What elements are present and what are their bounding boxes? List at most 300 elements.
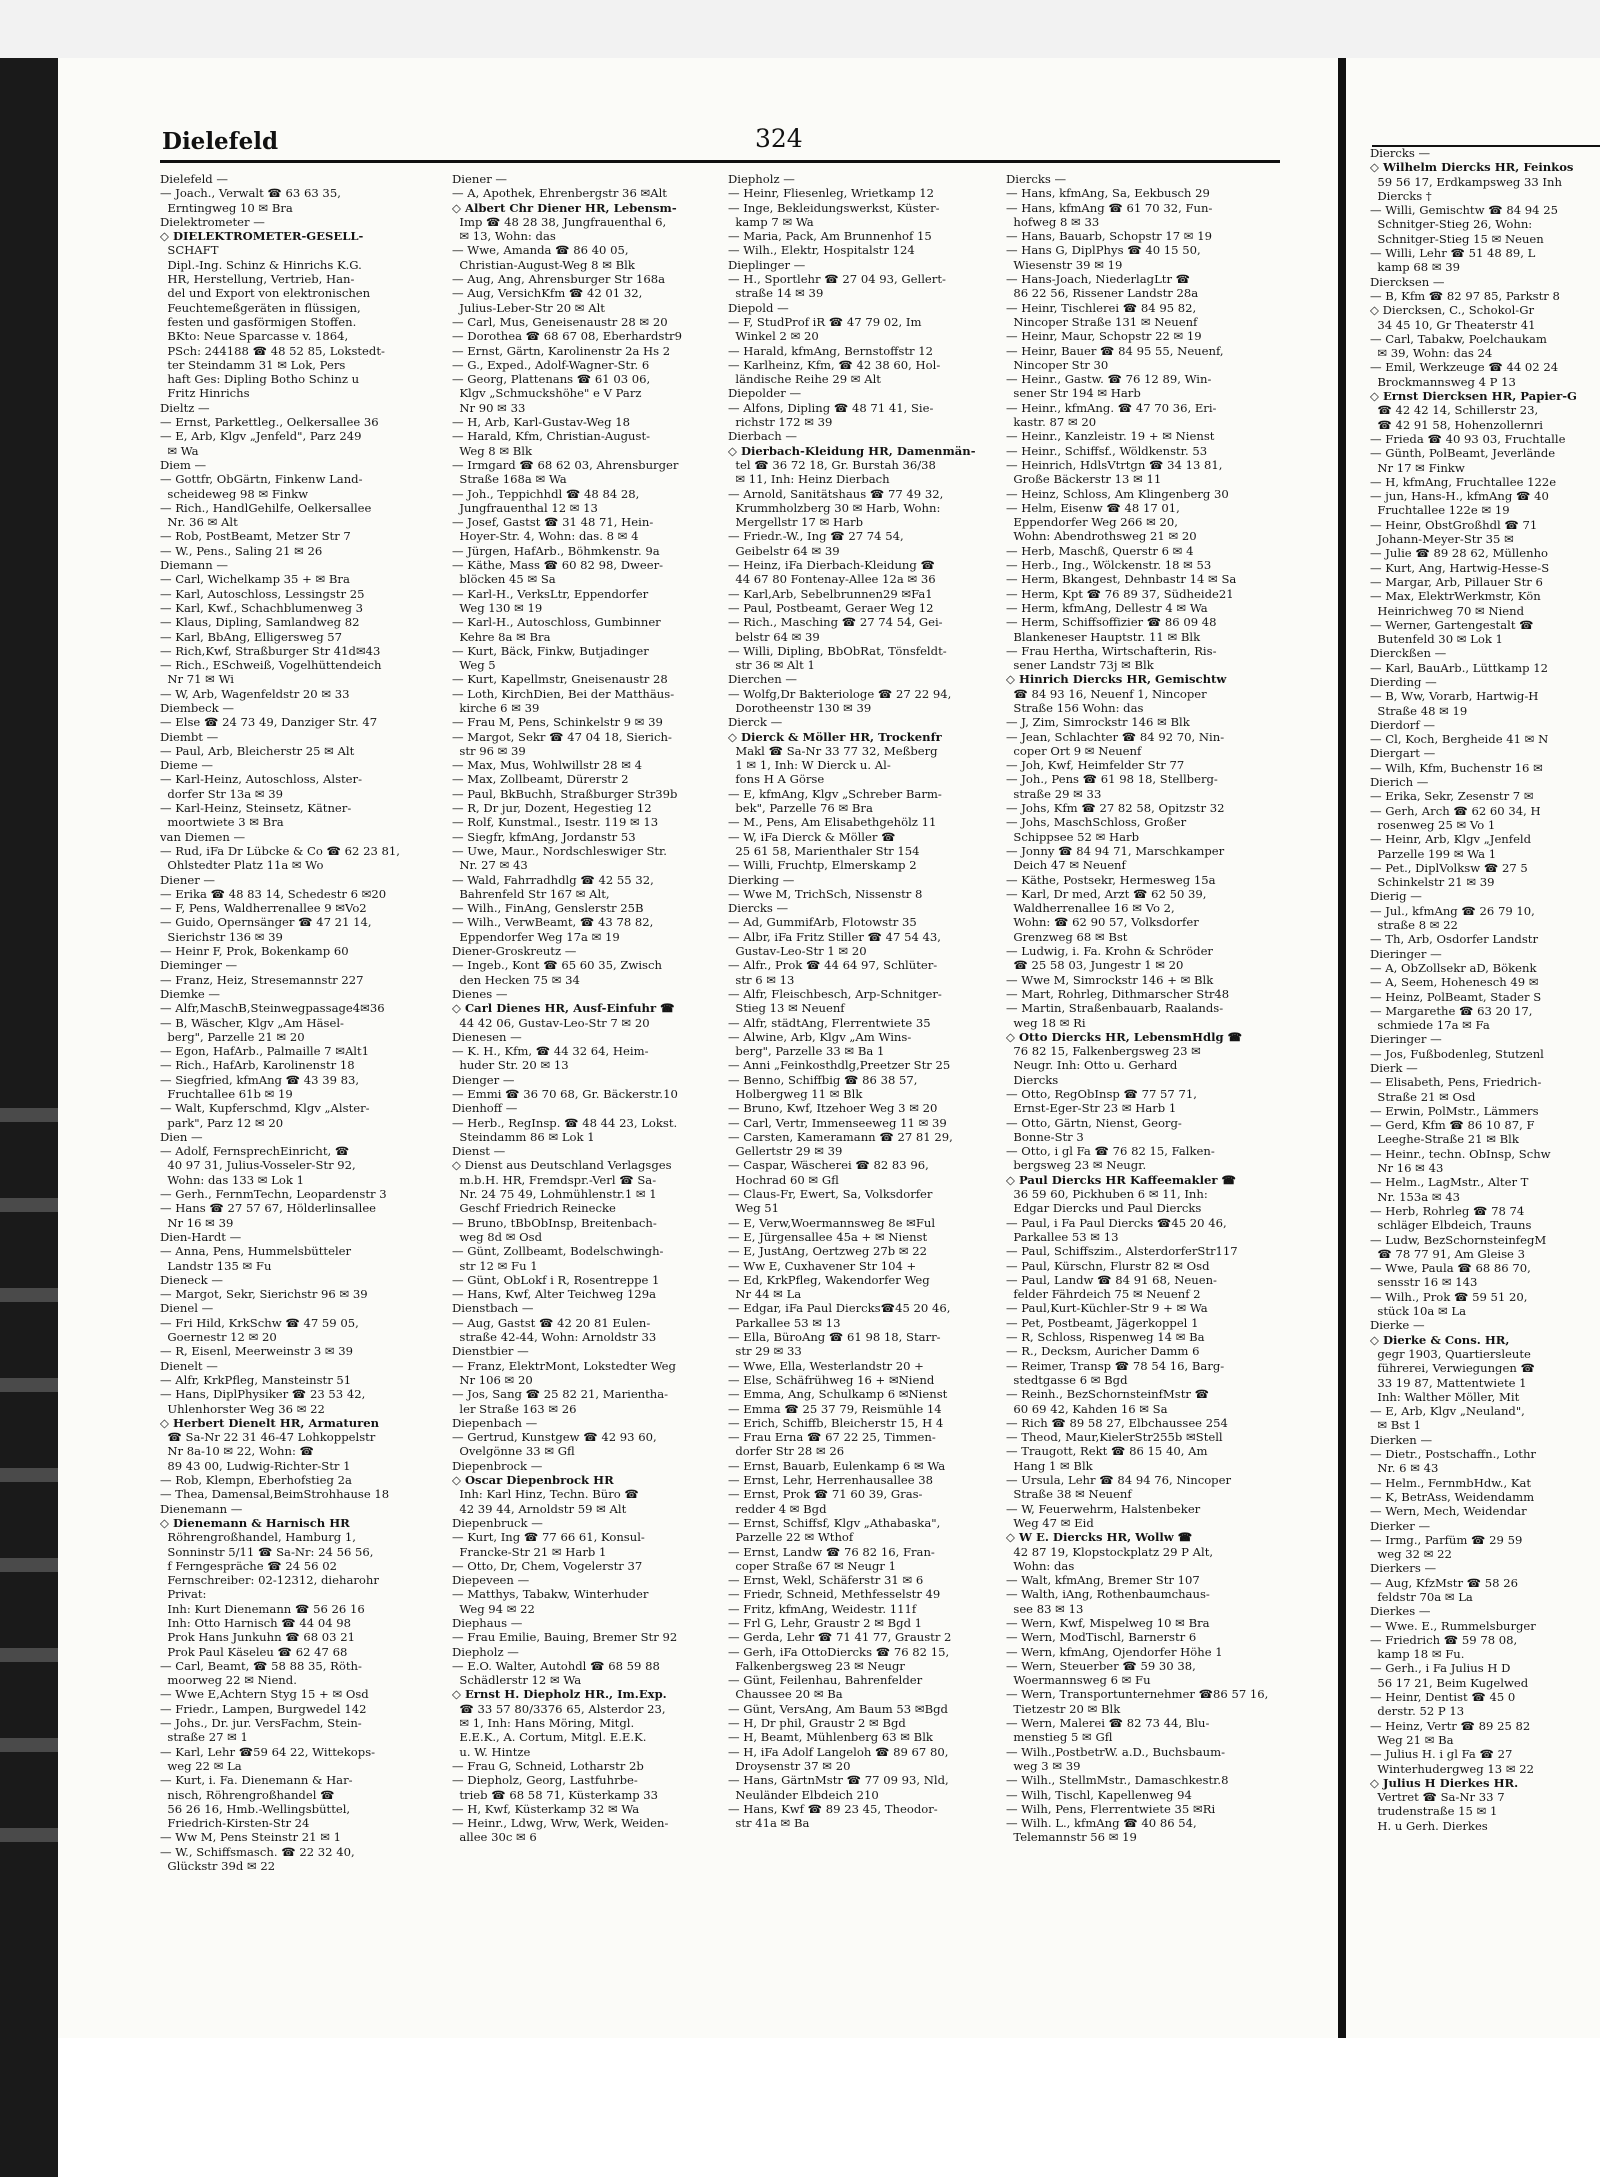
directory-entry-line: — Friedr.-W., Ing ☎ 27 74 54, [728,529,904,544]
directory-entry-line: — Benno, Schiffbig ☎ 86 38 57, [728,1072,918,1087]
scan-artifact [0,1378,58,1392]
directory-entry-line: — Frieda ☎ 40 93 03, Fruchtalle [1370,431,1566,446]
directory-entry-line: Woermannsweg 6 ✉ Fu [1006,1673,1151,1688]
directory-entry-line: — Wilh. L., kfmAng ☎ 40 86 54, [1006,1816,1197,1831]
directory-entry-line: — Paul, Landw ☎ 84 91 68, Neuen- [1006,1272,1217,1287]
directory-entry-line: Telemannstr 56 ✉ 19 [1006,1830,1137,1845]
directory-entry-line: ☎ Sa-Nr 22 31 46-47 Lohkoppelstr [160,1430,376,1445]
directory-entry-line: Diemann — [160,558,228,573]
directory-entry-line: Wohn: das [1006,1558,1075,1573]
directory-entry-line: — Jos, Sang ☎ 25 82 21, Marientha- [452,1387,669,1402]
directory-entry-line: Dieltz — [160,400,210,415]
directory-entry-line: sener Landstr 73j ✉ Blk [1006,658,1154,673]
directory-entry-line: — Wilh.,PostbetrW. a.D., Buchsbaum- [1006,1744,1226,1759]
directory-entry-line: — Franz, ElektrMont, Lokstedter Weg [452,1358,676,1373]
directory-entry-line: ☎ 84 93 16, Neuenf 1, Nincoper [1006,686,1207,701]
directory-entry-line: — Wern, Kwf, Mispelweg 10 ✉ Bra [1006,1615,1210,1630]
directory-entry-line: str 12 ✉ Fu 1 [452,1258,538,1273]
directory-entry-line: — Karlheinz, Kfm, ☎ 42 38 60, Hol- [728,357,941,372]
directory-entry-line: — Hans, Kwf ☎ 89 23 45, Theodor- [728,1801,938,1816]
directory-entry-line: — Gottfr, ObGärtn, Finkenw Land- [160,472,363,487]
directory-entry-line: — Gerd, Kfm ☎ 86 10 87, F [1370,1118,1535,1133]
directory-entry-line: trudenstraße 15 ✉ 1 [1370,1804,1498,1819]
directory-entry-line: Christian-August-Weg 8 ✉ Blk [452,257,635,272]
directory-entry-line: — Wern, Transportunternehmer ☎86 57 16, [1006,1687,1269,1702]
directory-entry-line: ◇ DIELEKTROMETER-GESELL- [160,229,364,244]
directory-entry-line: — Ww M, Pens Steinstr 21 ✉ 1 [160,1830,341,1845]
directory-entry-line: ☎ 42 42 14, Schillerstr 23, [1370,403,1539,418]
directory-entry-line: — Wilh., FinAng, Genslerstr 25B [452,901,644,916]
directory-entry-line: — Thea, Damensal,BeimStrohhause 18 [160,1487,390,1502]
directory-entry-line: berg", Parzelle 33 ✉ Ba 1 [728,1044,885,1059]
directory-entry-line: — Emma, Ang, Schulkamp 6 ✉Nienst [728,1387,948,1402]
directory-entry-line: ◇ Otto Diercks HR, LebensmHdlg ☎ [1006,1029,1243,1044]
directory-entry-line: str 6 ✉ 13 [728,972,795,987]
directory-entry-line: Feuchtemeßgeräten in flüssigen, [160,300,361,315]
directory-entry-line: Fruchtallee 122e ✉ 19 [1370,503,1510,518]
directory-entry-line: — Wolfg,Dr Bakteriologe ☎ 27 22 94, [728,686,952,701]
directory-entry-line: 36 59 60, Pickhuben 6 ✉ 11, Inh: [1006,1187,1208,1202]
directory-entry-line: — Frau Emilie, Bauing, Bremer Str 92 [452,1630,678,1645]
directory-entry-line: — Johs, Kfm ☎ 27 82 58, Opitzstr 32 [1006,801,1225,816]
directory-entry-line: gegr 1903, Quartiersleute [1370,1346,1531,1361]
directory-entry-line: Schädlerstr 12 ✉ Wa [452,1673,582,1688]
directory-entry-line: — Carl, Vertr, Immenseeweg 11 ✉ 39 [728,1115,947,1130]
directory-entry-line: — Guido, Opernsänger ☎ 47 21 14, [160,915,372,930]
directory-entry-line: — Erika, Sekr, Zesenstr 7 ✉ [1370,789,1534,804]
directory-entry-line: — Julius H. i gl Fa ☎ 27 [1370,1747,1513,1762]
directory-entry-line: — Karl, Dr med, Arzt ☎ 62 50 39, [1006,886,1207,901]
directory-entry-line: menstieg 5 ✉ Gfl [1006,1730,1113,1745]
directory-entry-line: Dierck — [728,715,783,730]
directory-entry-line: — Herm, Kpt ☎ 76 89 37, Südheide21 [1006,586,1234,601]
directory-entry-line: ◇ Wilhelm Diercks HR, Feinkos [1370,160,1574,175]
directory-entry-line: — Albr, iFa Fritz Stiller ☎ 47 54 43, [728,929,941,944]
directory-entry-line: — Ernst, Landw ☎ 76 82 16, Fran- [728,1544,935,1559]
directory-entry-line: — Rich ☎ 89 58 27, Elbchaussee 254 [1006,1415,1228,1430]
directory-entry-line: — Wilh, Tischl, Kapellenweg 94 [1006,1787,1192,1802]
directory-entry-line: Dieplinger — [728,257,806,272]
directory-entry-line: — Pet, Postbeamt, Jägerkoppel 1 [1006,1315,1199,1330]
directory-entry-line: — Siegfr, kfmAng, Jordanstr 53 [452,829,636,844]
directory-entry-line: — Heinr, Maur, Schopstr 22 ✉ 19 [1006,329,1202,344]
directory-entry-line: Neugr. Inh: Otto u. Gerhard [1006,1058,1178,1073]
directory-entry-line: kamp 68 ✉ 39 [1370,260,1460,275]
directory-entry-line: Waldherrenallee 16 ✉ Vo 2, [1006,901,1175,916]
directory-entry-line: — Joh, Kwf, Heimfelder Str 77 [1006,758,1185,773]
directory-entry-line: — Hans-Joach, NiederlagLtr ☎ [1006,272,1191,287]
directory-entry-line: — Erika ☎ 48 83 14, Schedestr 6 ✉20 [160,886,387,901]
directory-entry-line: Diepenbach — [452,1415,538,1430]
directory-entry-line: straße 14 ✉ 39 [728,286,824,301]
directory-entry-line: — Helm., FernmbHdw., Kat [1370,1475,1532,1490]
directory-entry-line: — Karl-H., Autoschloss, Gumbinner [452,615,661,630]
directory-entry-line: — Georg, Plattenans ☎ 61 03 06, [452,372,651,387]
directory-entry-line: — Günt, Zollbeamt, Bodelschwingh- [452,1244,664,1259]
directory-entry-line: 40 97 31, Julius-Vosseler-Str 92, [160,1158,356,1173]
directory-entry-line: — Frau G, Schneid, Lotharstr 2b [452,1758,644,1773]
directory-entry-line: Sierichstr 136 ✉ 39 [160,929,283,944]
directory-entry-line: belstr 64 ✉ 39 [728,629,820,644]
directory-entry-line: Dierk — [1370,1061,1418,1075]
directory-entry-line: str 29 ✉ 33 [728,1344,802,1359]
directory-entry-line: berg", Parzelle 21 ✉ 20 [160,1029,305,1044]
directory-entry-line: — Heinr., Kanzleistr. 19 + ✉ Nienst [1006,429,1215,444]
directory-entry-line: Nr 17 ✉ Finkw [1370,460,1465,475]
directory-entry-line: — Kurt, i. Fa. Dienemann & Har- [160,1773,353,1788]
directory-entry-line: Diemke — [160,986,221,1001]
directory-entry-line: — Max, Zollbeamt, Dürerstr 2 [452,772,629,787]
directory-entry-line: — Karl, Kwf., Schachblumenweg 3 [160,600,363,615]
directory-entry-line: — Jos, Fußbodenleg, Stutzenl [1370,1046,1544,1061]
directory-entry-line: — Heinr., Gastw. ☎ 76 12 89, Win- [1006,372,1212,387]
directory-entry-line: Dierding — [1370,674,1437,689]
directory-entry-line: — Inge, Bekleidungswerkst, Küster- [728,200,940,215]
directory-entry-line: ✉ 11, Inh: Heinz Dierbach [728,472,890,487]
directory-entry-line: Mergellstr 17 ✉ Harb [728,515,864,530]
directory-entry-line: — Wwe, Amanda ☎ 86 40 05, [452,243,629,258]
directory-column-4 [1006,172,1296,1845]
directory-entry-line: — Jean, Schlachter ☎ 84 92 70, Nin- [1006,729,1225,744]
directory-entry-line: — Rich., HafArb, Karolinenstr 18 [160,1058,355,1073]
directory-entry-line: 60 69 42, Kahden 16 ✉ Sa [1006,1401,1168,1416]
directory-entry-line: — W., Schiffsmasch. ☎ 22 32 40, [160,1844,355,1859]
directory-entry-line: — Aug, VersichKfm ☎ 42 01 32, [452,286,643,301]
directory-entry-line: — Franz, Heiz, Stresemannstr 227 [160,972,364,987]
directory-entry-line: Vertret ☎ Sa-Nr 33 7 [1370,1790,1505,1805]
directory-entry-line: rosenweg 25 ✉ Vo 1 [1370,817,1496,832]
directory-entry-line: — H, kfmAng, Fruchtallee 122e [1370,474,1557,489]
directory-entry-line: — Käthe, Mass ☎ 60 82 98, Dweer- [452,558,664,573]
directory-entry-line: — Paul, Kürschn, Flurstr 82 ✉ Osd [1006,1258,1210,1273]
directory-entry-line: — Alwine, Arb, Klgv „Am Wins- [728,1029,912,1044]
directory-entry-line: — Gertrud, Kunstgew ☎ 42 93 60, [452,1430,657,1445]
directory-entry-line: Diepholz — [728,172,795,186]
directory-entry-line: straße 42-44, Wohn: Arnoldstr 33 [452,1330,657,1345]
directory-entry-line: Straße 38 ✉ Neuenf [1006,1487,1132,1502]
directory-entry-line: 89 43 00, Ludwig-Richter-Str 1 [160,1458,351,1473]
directory-entry-line: — A, Seem, Hohenesch 49 ✉ [1370,975,1539,990]
directory-entry-line: Dielektrometer — [160,214,265,229]
directory-entry-line: ter Steindamm 31 ✉ Lok, Pers [160,357,346,372]
directory-entry-line: — Wern, Mech, Weidendar [1370,1504,1527,1519]
directory-entry-line: — Gerh, iFa OttoDiercks ☎ 76 82 15, [728,1644,950,1659]
directory-entry-line: Jungfrauenthal 12 ✉ 13 [452,500,598,515]
directory-entry-line: — Rud, iFa Dr Lübcke & Co ☎ 62 23 81, [160,843,400,858]
directory-entry-line: — Rolf, Kunstmal., Isestr. 119 ✉ 13 [452,815,659,830]
directory-entry-line: Große Bäckerstr 13 ✉ 11 [1006,472,1162,487]
directory-entry-line: huder Str. 20 ✉ 13 [452,1058,569,1073]
directory-entry-line: Inh: Karl Hinz, Techn. Büro ☎ [452,1487,639,1502]
directory-entry-line: — Elisabeth, Pens, Friedrich- [1370,1075,1542,1090]
directory-entry-line: Dierdorf — [1370,717,1435,732]
directory-entry-line: — E.O. Walter, Autohdl ☎ 68 59 88 [452,1658,660,1673]
directory-entry-line: Landstr 135 ✉ Fu [160,1258,272,1273]
directory-entry-line: — A, Apothek, Ehrenbergstr 36 ✉Alt [452,186,667,201]
directory-entry-line: Weg 47 ✉ Eid [1006,1515,1094,1530]
directory-entry-line: 33 19 87, Mattentwiete 1 [1370,1375,1527,1390]
directory-entry-line: — Hans, Kwf, Alter Teichweg 129a [452,1287,657,1302]
directory-entry-line: Parkallee 53 ✉ 13 [1006,1229,1119,1244]
directory-entry-line: — R., Decksm, Auricher Damm 6 [1006,1344,1200,1359]
directory-entry-line: park", Parz 12 ✉ 20 [160,1115,284,1130]
directory-entry-line: — Gerh., i Fa Julius H D [1370,1661,1511,1676]
directory-entry-line: — Heinz, PolBeamt, Stader S [1370,989,1542,1004]
directory-entry-line: Butenfeld 30 ✉ Lok 1 [1370,632,1503,647]
directory-entry-line: Gustav-Leo-Str 1 ✉ 20 [728,944,867,959]
directory-entry-line: Krummholzberg 30 ✉ Harb, Wohn: [728,500,941,515]
directory-entry-line: — Ernst, Lehr, Herrenhausallee 38 [728,1473,934,1488]
directory-entry-line: Glückstr 39d ✉ 22 [160,1859,276,1874]
directory-entry-line: Nr. 36 ✉ Alt [160,515,238,530]
directory-entry-line: — Mart, Rohrleg, Dithmarscher Str48 [1006,986,1230,1001]
directory-entry-line: — Otto, RegObInsp ☎ 77 57 71, [1006,1087,1197,1101]
directory-entry-line: scheideweg 98 ✉ Finkw [160,486,309,501]
directory-entry-line: — Heinr, Fliesenleg, Wrietkamp 12 [728,186,934,201]
directory-entry-line: — Claus-Fr, Ewert, Sa, Volksdorfer [728,1187,933,1202]
directory-entry-line: — Gerh, Arch ☎ 62 60 34, H [1370,803,1541,818]
directory-entry-line: — K. H., Kfm, ☎ 44 32 64, Heim- [452,1044,649,1059]
directory-entry-line: — Kurt, Ang, Hartwig-Hesse-S [1370,560,1550,575]
directory-entry-line: — Heinz, iFa Dierbach-Kleidung ☎ [728,558,935,573]
directory-entry-line: 59 56 17, Erdkampsweg 33 Inh [1370,174,1562,189]
directory-entry-line: — A, ObZollsekr aD, Bökenk [1370,960,1537,975]
directory-entry-line: Diembeck — [160,700,234,715]
directory-entry-line: Diepholz — [452,1644,519,1659]
directory-entry-line: — Wern, kfmAng, Ojendorfer Höhe 1 [1006,1644,1223,1659]
directory-entry-line: — K, BetrAss, Weidendamm [1370,1489,1535,1504]
directory-entry-line: — Rich., Masching ☎ 27 74 54, Gei- [728,615,943,630]
directory-entry-line: — Arnold, Sanitätshaus ☎ 77 49 32, [728,486,944,501]
directory-entry-line: — Carl, Beamt, ☎ 58 88 35, Röth- [160,1658,362,1673]
directory-entry-line: — Margarethe ☎ 63 20 17, [1370,1003,1533,1018]
directory-entry-line: — Ernst, Wekl, Schäferstr 31 ✉ 6 [728,1573,924,1588]
directory-entry-line: Diercks † [1370,188,1432,203]
scan-background-top [0,0,1600,58]
directory-entry-line: Dierkers — [1370,1561,1437,1576]
directory-entry-line: — Ernst, Gärtn, Karolinenstr 2a Hs 2 [452,343,671,358]
directory-entry-line: — Walt, kfmAng, Bremer Str 107 [1006,1573,1200,1588]
directory-entry-line: — Paul, BkBuchh, Straßburger Str39b [452,786,678,801]
directory-column-3 [728,172,1013,1830]
directory-entry-line: Wohn: Abendrothsweg 21 ✉ 20 [1006,529,1197,544]
directory-entry-line: schmiede 17a ✉ Fa [1370,1018,1490,1033]
directory-entry-line: — Heinr., Ldwg, Wrw, Werk, Weiden- [452,1816,669,1831]
directory-entry-line: — Paul, Arb, Bleicherstr 25 ✉ Alt [160,743,355,758]
directory-entry-line: — Ww E, Cuxhavener Str 104 + [728,1258,917,1273]
directory-entry-line: Johann-Meyer-Str 35 ✉ [1370,532,1514,547]
directory-entry-line: — H, Dr phil, Graustr 2 ✉ Bgd [728,1716,906,1731]
directory-entry-line: Diepeveen — [452,1573,530,1588]
directory-entry-line: ◇ Ernst H. Diepholz HR., Im.Exp. [452,1687,667,1702]
directory-entry-line: — Karl, BauArb., Lüttkamp 12 [1370,660,1549,675]
directory-entry-line: Dienger — [452,1072,515,1087]
directory-entry-line: — Wilh., Prok ☎ 59 51 20, [1370,1289,1528,1304]
directory-entry-line: ◇ Ernst Diercksen HR, Papier-G [1370,389,1577,404]
directory-entry-line: — Kurt, Ing ☎ 77 66 61, Konsul- [452,1530,645,1545]
directory-entry-line: — Alfr, städtAng, Flerrentwiete 35 [728,1015,931,1030]
directory-entry-line: Dipl.-Ing. Schinz & Hinrichs K.G. [160,257,362,272]
directory-entry-line: ☎ 33 57 80/3376 65, Alsterdor 23, [452,1701,666,1716]
directory-entry-line: Diercks — [728,901,789,916]
directory-entry-line: — Heinr F, Prok, Bokenkamp 60 [160,944,349,959]
directory-entry-line: — Aug, KfzMstr ☎ 58 26 [1370,1575,1518,1590]
directory-entry-line: Dierig — [1370,889,1422,904]
directory-entry-line: — Paul, Schiffszim., AlsterdorferStr117 [1006,1244,1238,1259]
directory-entry-line: Privat: [160,1587,207,1602]
directory-entry-line: ◇ Paul Diercks HR Kaffeemakler ☎ [1006,1172,1237,1187]
directory-entry-line: — Fritz, kfmAng, Weidestr. 111f [728,1601,917,1616]
directory-entry-line: Nr. 6 ✉ 43 [1370,1461,1439,1476]
directory-entry-line: richstr 172 ✉ 39 [728,415,833,430]
directory-entry-line: Blankeneser Hauptstr. 11 ✉ Blk [1006,629,1201,644]
directory-entry-line: — Joh., Pens ☎ 61 98 18, Stellberg- [1006,772,1218,787]
directory-entry-line: Nr. 27 ✉ 43 [452,858,528,873]
directory-entry-line: — Günt, VersAng, Am Baum 53 ✉Bgd [728,1701,948,1716]
directory-entry-line: — H, iFa Adolf Langeloh ☎ 89 67 80, [728,1744,949,1759]
directory-entry-line: — F, StudProf iR ☎ 47 79 02, Im [728,314,922,329]
directory-entry-line: str 96 ✉ 39 [452,743,526,758]
directory-entry-line: Dien — [160,1129,203,1144]
directory-entry-line: straße 27 ✉ 1 [160,1730,248,1745]
directory-entry-line: — Ernst, Bauarb, Eulenkamp 6 ✉ Wa [728,1458,946,1473]
directory-entry-line: Wohn: das 133 ✉ Lok 1 [160,1172,304,1187]
directory-entry-line: — Maria, Pack, Am Brunnenhof 15 [728,229,932,244]
directory-column-1 [160,172,445,1873]
directory-entry-line: — Anna, Pens, Hummelsbütteler [160,1244,352,1259]
directory-entry-line: Schippsee 52 ✉ Harb [1006,829,1140,844]
directory-entry-line: Francke-Str 21 ✉ Harb 1 [452,1544,607,1559]
page-header [110,124,1270,158]
directory-entry-line: Gellertstr 29 ✉ 39 [728,1144,843,1159]
directory-entry-line: Dielefeld — [160,172,228,186]
directory-entry-line: Diem — [160,457,207,472]
directory-entry-line: — Paul, Postbeamt, Geraer Weg 12 [728,600,934,615]
scan-artifact [0,1648,58,1662]
directory-entry-line: bergsweg 23 ✉ Neugr. [1006,1158,1147,1173]
directory-entry-line: Nr. 24 75 49, Lohmühlenstr.1 ✉ 1 [452,1187,657,1202]
directory-entry-line: ◇ Dienst aus Deutschland Verlagsges [452,1158,672,1173]
directory-entry-line: weg 3 ✉ 39 [1006,1758,1081,1773]
directory-entry-line: Nr 44 ✉ La [728,1287,802,1302]
directory-entry-line: Droysenstr 37 ✉ 20 [728,1758,851,1773]
directory-entry-line: schläger Elbdeich, Trauns [1370,1218,1532,1233]
directory-entry-line: Eppendorfer Weg 266 ✉ 20, [1006,515,1178,530]
directory-entry-line: Dierking — [728,872,795,887]
directory-entry-line: Geibelstr 64 ✉ 39 [728,543,840,558]
directory-entry-line: Makl ☎ Sa-Nr 33 77 32, Meßberg [728,743,938,758]
directory-entry-line: — Heinr, ObstGroßhdl ☎ 71 [1370,517,1538,532]
directory-entry-line: — Friedrich ☎ 59 78 08, [1370,1632,1518,1647]
directory-entry-line: — Wilh, Pens, Flerrentwiete 35 ✉Ri [1006,1801,1216,1816]
directory-entry-line: — Wilh., Elektr, Hospitalstr 124 [728,243,915,258]
directory-entry-line: Prok Hans Junkuhn ☎ 68 03 21 [160,1630,355,1645]
directory-entry-line: Chaussee 20 ✉ Ba [728,1687,843,1702]
directory-entry-line: — R, Dr jur, Dozent, Hegestieg 12 [452,801,652,816]
directory-entry-line: — Edgar, iFa Paul Diercks☎45 20 46, [728,1301,951,1316]
directory-entry-line: Nr 106 ✉ 20 [452,1372,533,1387]
directory-entry-line: — Fri Hild, KrkSchw ☎ 47 59 05, [160,1315,359,1330]
directory-entry-line: — Herb, Maschß, Querstr 6 ✉ 4 [1006,543,1194,558]
directory-entry-line: kamp 18 ✉ Fu. [1370,1647,1465,1662]
directory-entry-line: Dierchen — [728,672,797,687]
directory-entry-line: Dienstbier — [452,1344,529,1359]
directory-entry-line: ◇ Dierke & Cons. HR, [1370,1332,1510,1347]
directory-entry-line: Dorotheenstr 130 ✉ 39 [728,700,872,715]
directory-entry-line: hofweg 8 ✉ 33 [1006,214,1100,229]
directory-entry-line: Straße 21 ✉ Osd [1370,1089,1476,1104]
directory-entry-line: Dierker — [1370,1518,1431,1533]
directory-entry-line: kamp 7 ✉ Wa [728,214,814,229]
directory-entry-line: — Wwe. E., Rummelsburger [1370,1618,1536,1633]
directory-entry-line: — Heinz, Schloss, Am Klingenberg 30 [1006,486,1229,501]
directory-entry-line: — H, Kwf, Küsterkamp 32 ✉ Wa [452,1801,640,1816]
directory-entry-line: — Kurt, Bäck, Finkw, Butjadinger [452,643,649,658]
directory-entry-line: — Wilh., VerwBeamt, ☎ 43 78 82, [452,915,654,930]
directory-entry-line: ☎ 78 77 91, Am Gleise 3 [1370,1246,1525,1261]
directory-entry-line: — Johs, MaschSchloss, Großer [1006,815,1187,830]
directory-entry-line: — E, Jürgensallee 45a + ✉ Nienst [728,1229,928,1244]
directory-entry-line: 42 39 44, Arnoldstr 59 ✉ Alt [452,1501,627,1516]
directory-entry-line: felder Fährdeich 75 ✉ Neuenf 2 [1006,1287,1201,1302]
directory-entry-line: festen und gasförmigen Stoffen. [160,314,357,329]
directory-entry-line: — jun, Hans-H., kfmAng ☎ 40 [1370,489,1549,504]
directory-entry-line: — Margot, Sekr, Sierichstr 96 ✉ 39 [160,1287,368,1302]
directory-entry-line: — E, Verw,Woermannsweg 8e ✉Ful [728,1215,936,1230]
directory-entry-line: — Ludw, BezSchornsteinfegM [1370,1232,1547,1247]
directory-entry-line: ler Straße 163 ✉ 26 [452,1401,577,1416]
directory-entry-line: u. W. Hintze [452,1744,531,1759]
directory-entry-line: Diergart — [1370,746,1436,761]
directory-entry-line: — Otto, Dr, Chem, Vogelerstr 37 [452,1558,643,1573]
directory-entry-line: Winkel 2 ✉ 20 [728,329,819,344]
directory-entry-line: feldstr 70a ✉ La [1370,1589,1473,1604]
directory-entry-line: Tietzestr 20 ✉ Blk [1006,1701,1121,1716]
directory-entry-line: weg 18 ✉ Ri [1006,1015,1086,1030]
directory-entry-line: — Aug, Gastst ☎ 42 20 81 Eulen- [452,1315,651,1330]
directory-entry-line: Nr 8a-10 ✉ 22, Wohn: ☎ [160,1444,314,1459]
directory-entry-line: — H, Arb, Karl-Gustav-Weg 18 [452,415,630,430]
directory-entry-line: — R, Eisenl, Meerweinstr 3 ✉ 39 [160,1344,354,1359]
directory-entry-line: — Gerh., FernmTechn, Leopardenstr 3 [160,1187,387,1202]
directory-entry-line: ◇ Diercksen, C., Schokol-Gr [1370,303,1535,318]
directory-entry-line: PSch: 244188 ☎ 48 52 85, Lokstedt- [160,343,385,358]
directory-entry-line: van Diemen — [160,829,246,844]
directory-entry-line: — E, JustAng, Oertzweg 27b ✉ 22 [728,1244,928,1259]
directory-entry-line: Dienst — [452,1144,506,1159]
directory-entry-line: Wohn: ☎ 62 90 57, Volksdorfer [1006,915,1199,930]
directory-entry-line: — Hans, kfmAng, Sa, Eekbusch 29 [1006,186,1210,201]
directory-entry-line: 56 26 16, Hmb.-Wellingsbüttel, [160,1801,351,1816]
directory-entry-line: — Josef, Gastst ☎ 31 48 71, Hein- [452,515,654,530]
directory-entry-line: ✉ 39, Wohn: das 24 [1370,346,1493,361]
directory-entry-line: Winterhudergweg 13 ✉ 22 [1370,1761,1534,1776]
directory-entry-line: Parzelle 199 ✉ Wa 1 [1370,846,1497,861]
directory-entry-line: weg 32 ✉ 22 [1370,1547,1452,1562]
directory-entry-line: Edgar Diercks und Paul Diercks [1006,1201,1202,1216]
directory-entry-line: — Irmg., Parfüm ☎ 29 59 [1370,1532,1523,1547]
directory-entry-line: 44 67 80 Fontenay-Allee 12a ✉ 36 [728,572,936,587]
directory-entry-line: haft Ges: Dipling Botho Schinz u [160,372,360,387]
directory-entry-line: ◇ Albert Chr Diener HR, Lebensm- [452,200,677,215]
directory-entry-line: — Wwe M, TrichSch, Nissenstr 8 [728,886,923,901]
directory-entry-line: straße 29 ✉ 33 [1006,786,1102,801]
directory-entry-line: Fernschreiber: 02-12312, dieharohr [160,1573,379,1588]
directory-entry-line: kastr. 87 ✉ 20 [1006,415,1097,430]
directory-entry-line: Stieg 13 ✉ Neuenf [728,1001,845,1016]
directory-entry-line: ☎ 25 58 03, Jungestr 1 ✉ 20 [1006,958,1184,973]
directory-entry-line: ◇ Carl Dienes HR, Ausf-Einfuhr ☎ [452,1001,675,1016]
